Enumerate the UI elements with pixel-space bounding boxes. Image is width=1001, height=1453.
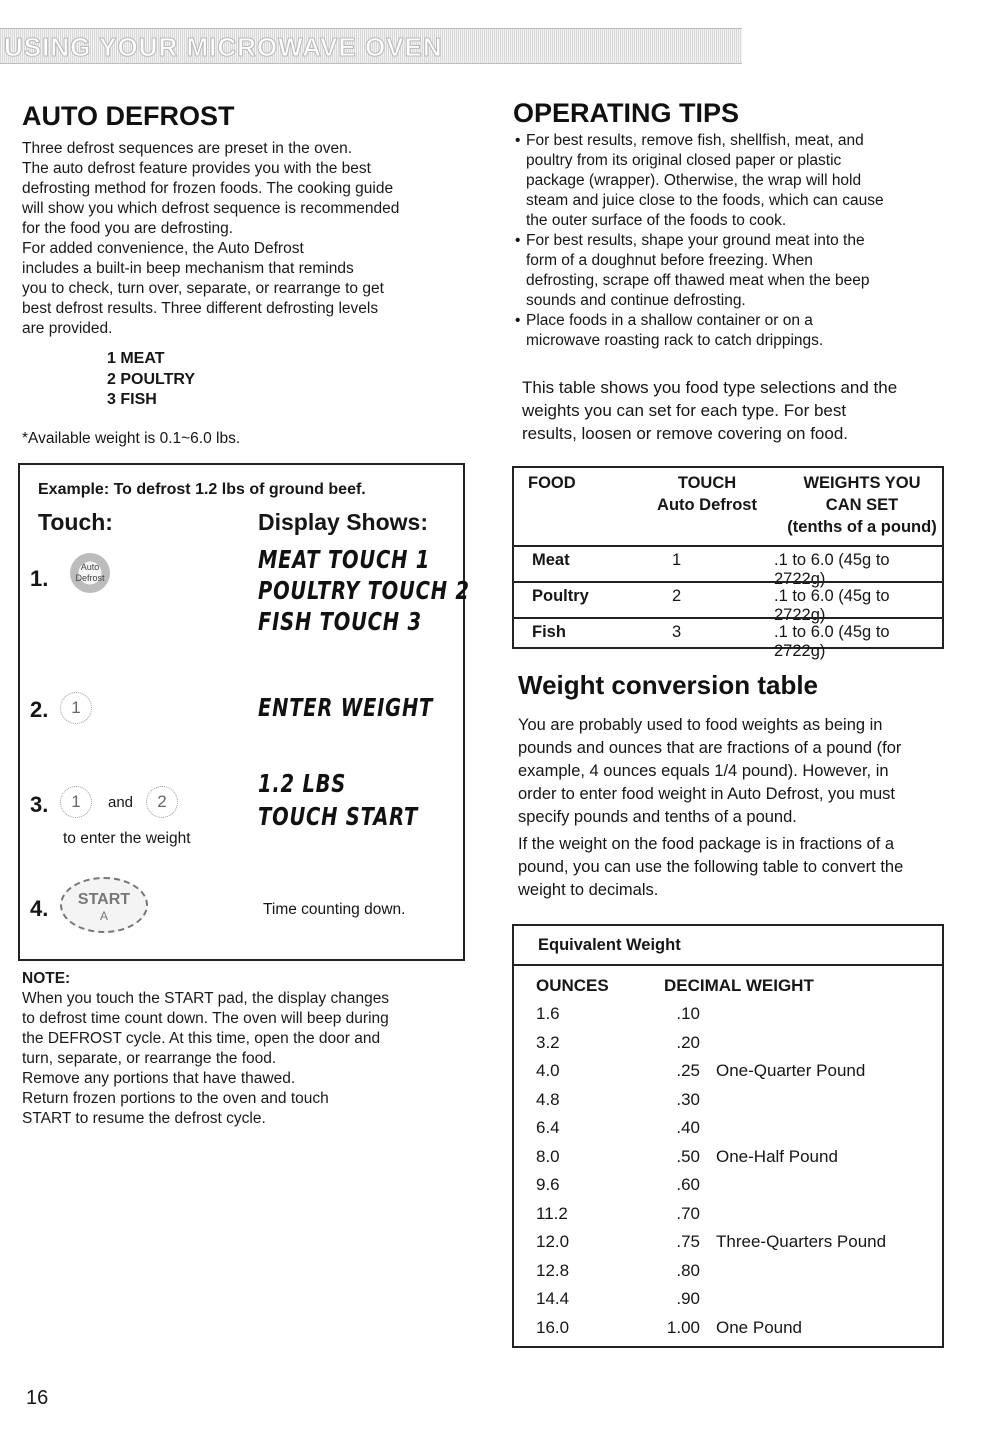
paragraph-line: pounds and ounces that are fractions of a pound (for <box>518 739 902 757</box>
number-pad-1-icon: 1 <box>60 692 92 724</box>
pad-label: A <box>99 909 108 923</box>
intro-line: defrosting method for frozen foods. The cooking guide <box>22 180 394 197</box>
weights-cell: .1 to 6.0 (45g to 2722g) <box>774 551 890 588</box>
note-cell: One-Quarter Pound <box>716 1061 866 1080</box>
decimal-cell: .20 <box>676 1032 700 1052</box>
col-header-food: FOOD <box>528 474 576 492</box>
decimal-cell: .80 <box>676 1260 700 1280</box>
table-intro-line: This table shows you food type selections and the <box>522 378 898 397</box>
header-title: USING YOUR MICROWAVE OVEN <box>4 32 443 62</box>
header-line: Auto Defrost <box>657 496 757 514</box>
table-intro <box>522 376 952 445</box>
defrost-level-meat: 1 MEAT <box>107 350 165 367</box>
example-box <box>18 463 470 961</box>
tip-item <box>513 231 953 311</box>
step-number: 2. <box>30 697 49 722</box>
ounces-cell: 12.8 <box>536 1260 570 1280</box>
paragraph-line: order to enter food weight in Auto Defrost, you must <box>518 785 895 803</box>
tip-line: • For best results, shape your ground meat into the <box>526 232 865 249</box>
equivalent-weight-table <box>512 924 944 1348</box>
paragraph-line: You are probably used to food weights as being in <box>518 716 883 734</box>
example-heading: Example: To defrost 1.2 lbs of ground beef. <box>38 481 366 498</box>
food-cell: Meat <box>532 551 570 569</box>
operating-tips-title: OPERATING TIPS <box>513 98 740 128</box>
tip-line: steam and juice close to the foods, which can cause <box>526 192 884 209</box>
header-line: TOUCH <box>677 474 737 492</box>
decimal-cell: .60 <box>676 1175 700 1194</box>
pad-label: Defrost <box>75 573 105 583</box>
tip-item <box>513 311 953 351</box>
decimal-cell: .75 <box>676 1232 700 1251</box>
ounces-cell: 16.0 <box>536 1317 570 1337</box>
display-readout-text: Time counting down. <box>263 901 406 918</box>
intro-line: for the food you are defrosting. <box>22 220 234 237</box>
ounces-cell: 1.6 <box>536 1004 560 1023</box>
header-line: (tenths of a pound) <box>787 518 937 536</box>
note-cell: One Pound <box>716 1317 803 1337</box>
ounces-cell: 4.8 <box>536 1089 560 1109</box>
table-row <box>514 1147 942 1175</box>
table-row <box>514 1004 942 1032</box>
note-line: Return frozen portions to the oven and touch <box>22 1090 329 1107</box>
header-line: WEIGHTS YOU <box>803 474 921 492</box>
paragraph-line: weight to decimals. <box>518 881 659 899</box>
defrost-level-fish: 3 FISH <box>107 391 157 408</box>
touch-cell: 2 <box>672 587 682 605</box>
and-connector: and <box>108 794 134 811</box>
table-row <box>514 1118 942 1146</box>
step-caption: to enter the weight <box>63 830 191 847</box>
paragraph <box>518 714 948 829</box>
note-line: turn, separate, or rearrange the food. <box>22 1050 277 1067</box>
col-header-decimal: DECIMAL WEIGHT <box>664 976 814 995</box>
operating-tips-list <box>513 131 953 351</box>
tip-line: the outer surface of the foods to cook. <box>526 212 787 229</box>
auto-defrost-pad-icon <box>70 553 110 593</box>
touch-cell: 3 <box>672 623 682 641</box>
tip-line: • Place foods in a shallow container or on a <box>526 312 813 329</box>
note-line: to defrost time count down. The oven will beep during <box>22 1010 389 1027</box>
defrost-levels-list <box>107 349 195 411</box>
number-pad-2-icon: 2 <box>146 786 178 818</box>
table-row <box>514 545 942 588</box>
intro-line: The auto defrost feature provides you with the best <box>22 160 371 177</box>
step-number: 1. <box>30 566 49 591</box>
intro-line: you to check, turn over, separate, or rearrange to get <box>22 280 384 297</box>
table-row <box>514 1261 942 1289</box>
step-number: 3. <box>30 792 49 817</box>
weights-cell: .1 to 6.0 (45g to 2722g) <box>774 623 890 660</box>
table-row <box>514 1061 942 1089</box>
note-line: Remove any portions that have thawed. <box>22 1070 296 1087</box>
decimal-cell: 1.00 <box>666 1317 700 1337</box>
tip-line: sounds and continue defrosting. <box>526 292 746 309</box>
food-selection-table <box>512 466 944 660</box>
ounces-cell: 4.0 <box>536 1061 560 1080</box>
intro-line: will show you which defrost sequence is recommended <box>22 200 400 217</box>
table-row <box>514 1318 942 1346</box>
decimal-cell: .40 <box>676 1118 700 1137</box>
intro-line: best defrost results. Three different defrosting levels <box>22 300 379 317</box>
decimal-cell: .25 <box>676 1061 700 1080</box>
display-readout: ENTER WEIGHT <box>258 693 434 722</box>
ounces-cell: 11.2 <box>536 1203 568 1223</box>
tip-line: poultry from its original closed paper or plastic <box>526 152 842 169</box>
pad-label: START <box>77 891 131 908</box>
table-row <box>514 617 942 660</box>
table-row <box>514 1090 942 1118</box>
start-pad-icon <box>60 877 148 933</box>
tip-item <box>513 131 953 231</box>
ounces-cell: 9.6 <box>536 1175 560 1194</box>
intro-line: are provided. <box>22 320 113 337</box>
header-band <box>0 28 742 64</box>
note-label: NOTE: <box>22 970 71 987</box>
available-weight-note: *Available weight is 0.1~6.0 lbs. <box>22 430 241 447</box>
defrost-level-poultry: 2 POULTRY <box>107 370 196 388</box>
display-readout: FISH TOUCH 3 <box>258 607 422 636</box>
tip-line: package (wrapper). Otherwise, the wrap will hold <box>526 172 862 189</box>
food-cell: Poultry <box>532 587 589 605</box>
table-title-bar <box>514 926 942 966</box>
decimal-cell: .90 <box>676 1289 700 1308</box>
number-pad-1-icon: 1 <box>60 786 92 818</box>
intro-line: includes a built-in beep mechanism that reminds <box>22 260 354 277</box>
weights-cell: .1 to 6.0 (45g to 2722g) <box>774 587 890 624</box>
decimal-cell: .50 <box>676 1146 700 1166</box>
ounces-cell: 3.2 <box>536 1032 560 1052</box>
display-readout: MEAT TOUCH 1 <box>258 545 431 574</box>
ounces-cell: 6.4 <box>536 1118 560 1137</box>
table-row <box>514 581 942 624</box>
table-row <box>514 1204 942 1232</box>
touch-cell: 1 <box>672 551 682 569</box>
paragraph-line: specify pounds and tenths of a pound. <box>518 808 797 826</box>
display-readout: 1.2 LBS <box>258 769 347 798</box>
step-number: 4. <box>30 896 49 921</box>
table-row <box>514 1289 942 1317</box>
decimal-cell: .70 <box>676 1203 700 1223</box>
header-line: CAN SET <box>825 496 899 514</box>
auto-defrost-title: AUTO DEFROST <box>22 101 235 131</box>
note-line: the DEFROST cycle. At this time, open the door and <box>22 1030 381 1047</box>
col-header-ounces: OUNCES <box>536 976 609 995</box>
tip-line: defrosting, scrape off thawed meat when the beep <box>526 272 870 289</box>
table-intro-line: weights you can set for each type. For best <box>522 401 847 420</box>
tip-line: • For best results, remove fish, shellfish, meat, and <box>526 132 864 149</box>
ounces-cell: 14.4 <box>536 1289 570 1308</box>
display-readout: TOUCH START <box>258 802 419 831</box>
food-cell: Fish <box>532 623 566 641</box>
display-header: Display Shows: <box>258 509 428 535</box>
tip-line: microwave roasting rack to catch drippings. <box>526 332 824 349</box>
note-line: START to resume the defrost cycle. <box>22 1110 266 1127</box>
weight-conversion-text <box>518 714 948 906</box>
paragraph-line: If the weight on the food package is in fractions of a <box>518 835 895 853</box>
table-row <box>514 1033 942 1061</box>
decimal-cell: .30 <box>676 1089 700 1109</box>
paragraph-line: example, 4 ounces equals 1/4 pound). However, in <box>518 762 889 780</box>
intro-line: Three defrost sequences are preset in the oven. <box>22 140 353 157</box>
page-number: 16 <box>26 1387 49 1409</box>
table-title: Equivalent Weight <box>538 936 681 954</box>
display-readout: POULTRY TOUCH 2 <box>258 576 470 605</box>
weight-conversion-title: Weight conversion table <box>518 670 819 700</box>
paragraph-line: pound, you can use the following table to convert the <box>518 858 904 876</box>
touch-header: Touch: <box>38 509 113 535</box>
auto-defrost-intro <box>22 139 472 339</box>
ounces-cell: 8.0 <box>536 1146 560 1166</box>
table-row <box>514 1175 942 1203</box>
intro-line: For added convenience, the Auto Defrost <box>22 240 304 257</box>
tip-line: form of a doughnut before freezing. When <box>526 252 813 269</box>
paragraph <box>518 833 948 902</box>
ounces-cell: 12.0 <box>536 1232 570 1251</box>
note-cell: Three-Quarters Pound <box>716 1232 887 1251</box>
table-row <box>514 1232 942 1260</box>
note-line: When you touch the START pad, the display changes <box>22 990 390 1007</box>
note-cell: One-Half Pound <box>716 1146 838 1166</box>
table-intro-line: results, loosen or remove covering on food. <box>522 424 849 443</box>
pad-label: Auto <box>80 562 100 572</box>
col-header-touch <box>632 472 782 516</box>
note-block <box>22 969 472 1129</box>
col-header-weights <box>782 472 942 538</box>
decimal-cell: .10 <box>676 1004 700 1023</box>
